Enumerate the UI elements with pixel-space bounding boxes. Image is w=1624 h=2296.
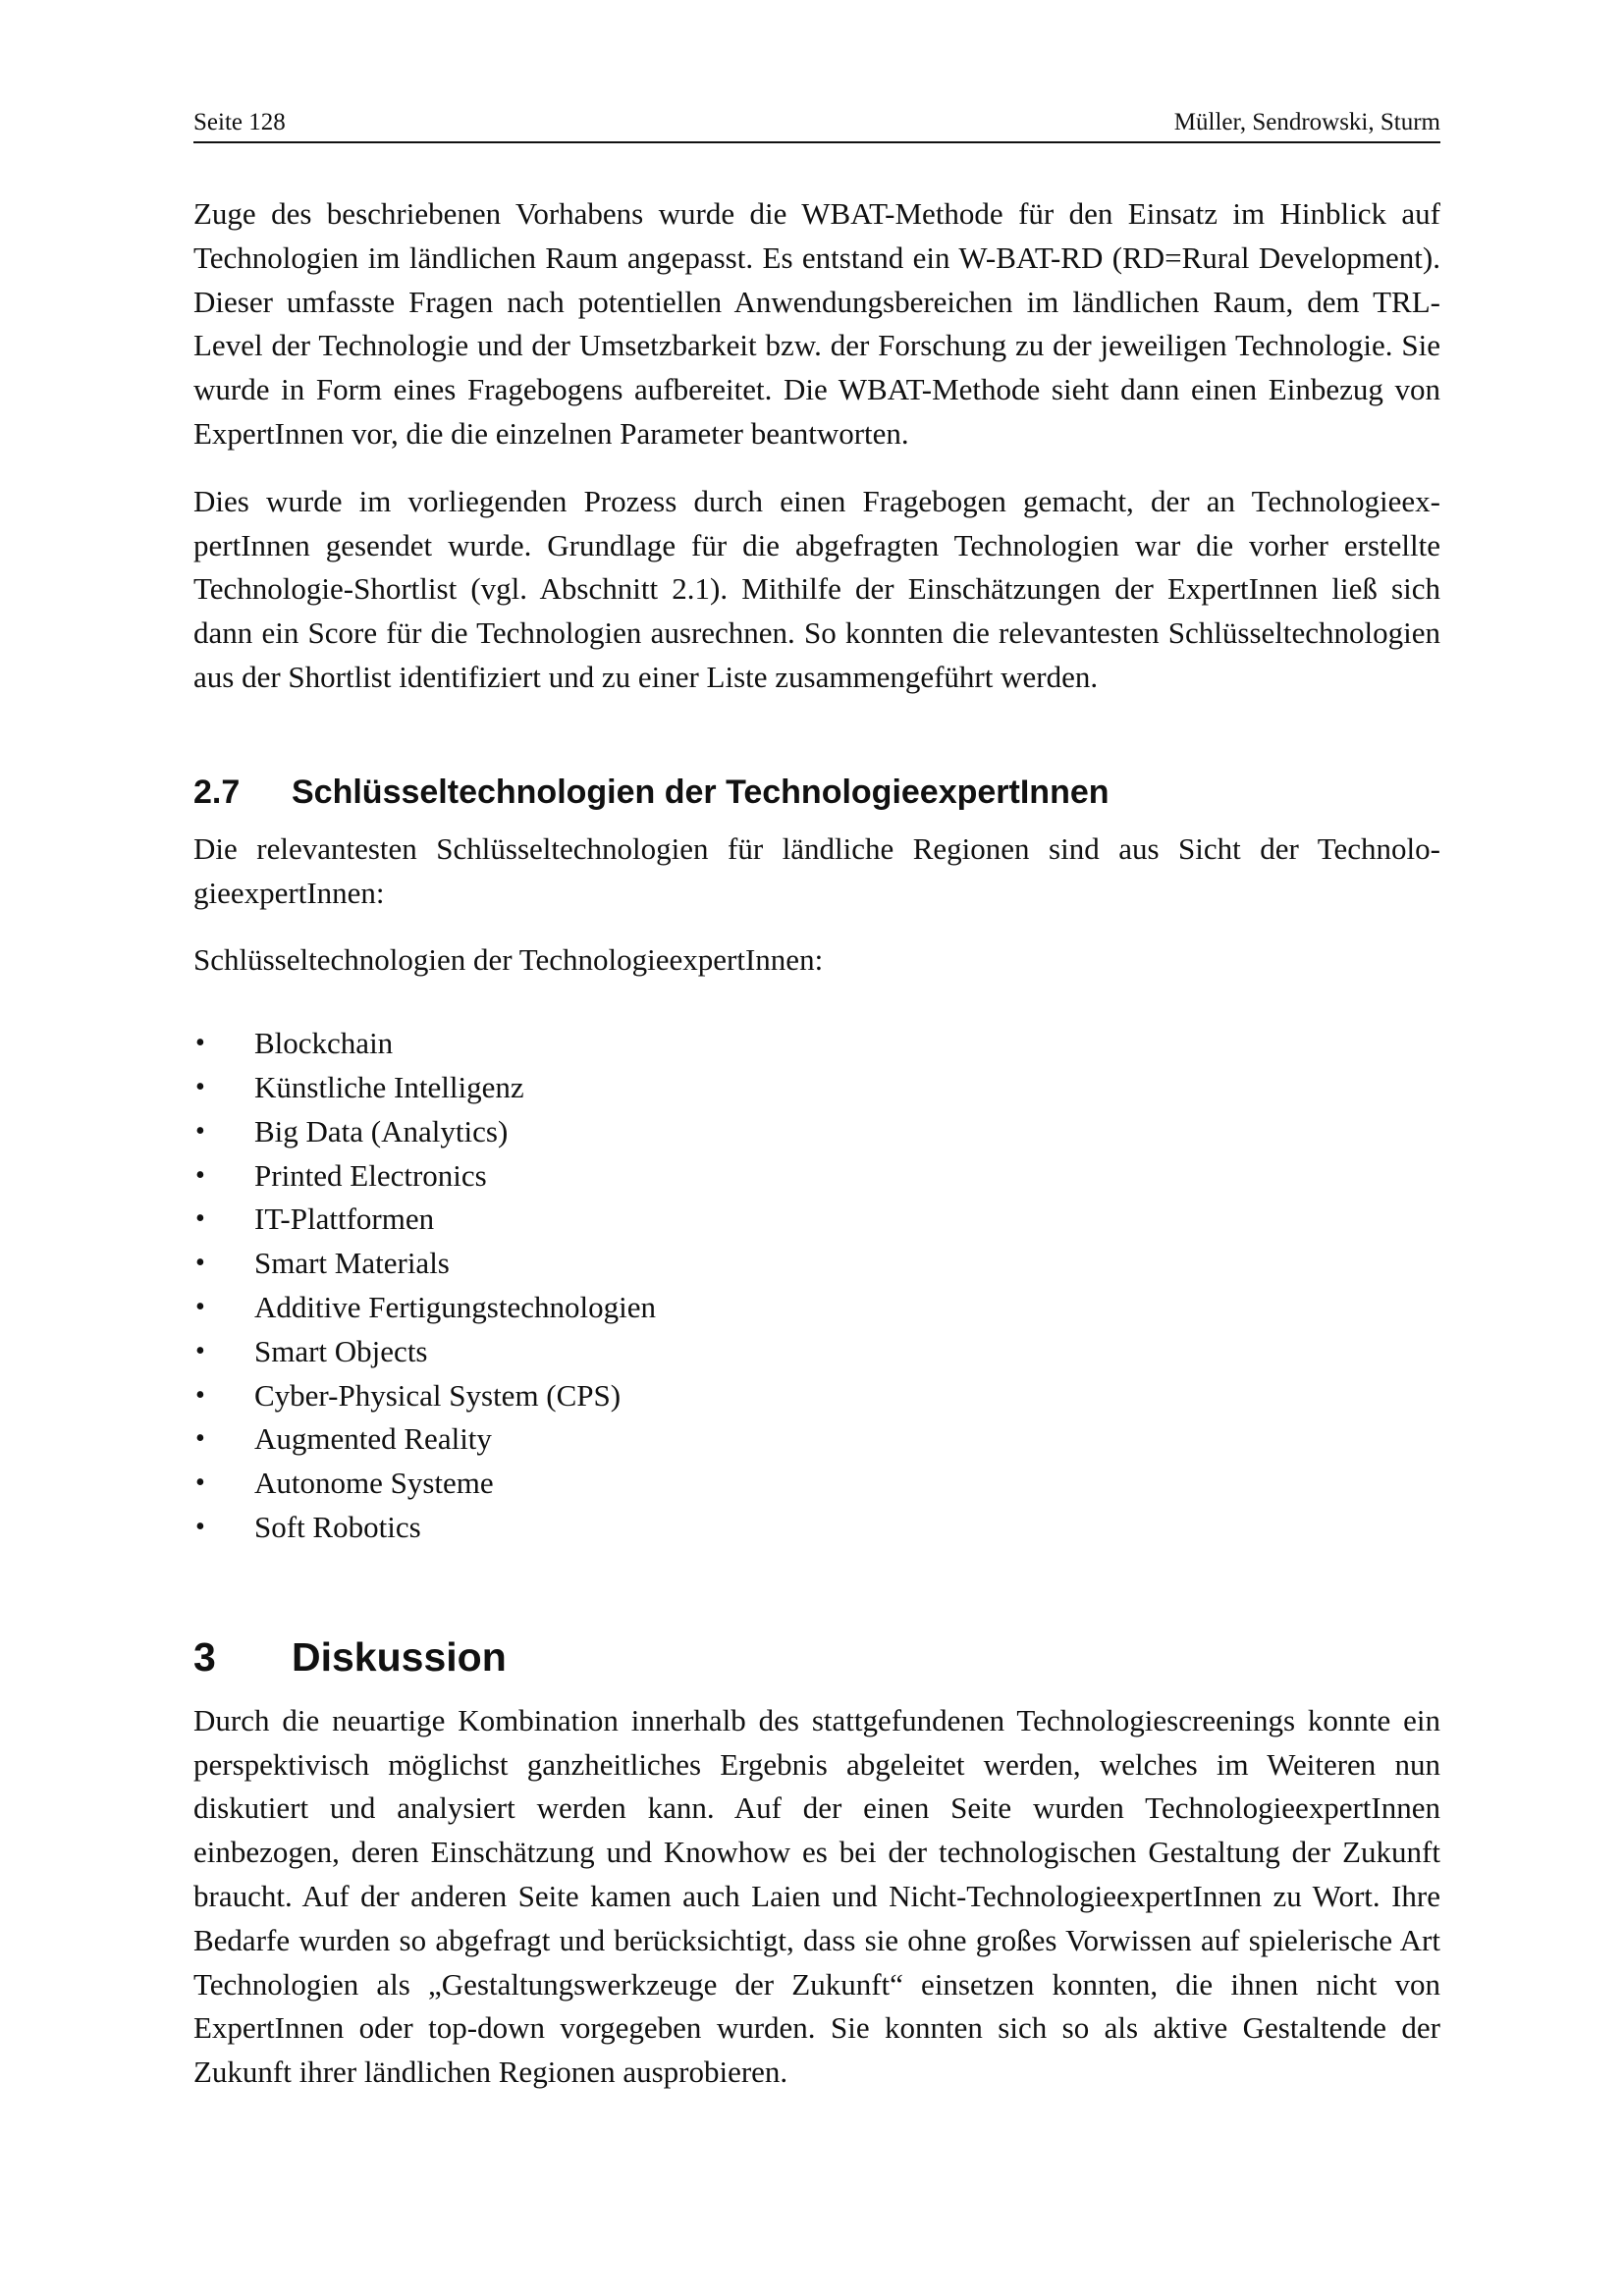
list-item: [193, 1286, 1440, 1330]
bullet-icon: •: [195, 1203, 205, 1235]
list-item: [193, 1110, 1440, 1154]
bullet-icon: •: [195, 1468, 205, 1499]
page-number: Seite 128: [193, 109, 286, 135]
key-technologies-list: [193, 1022, 1440, 1550]
list-item: [193, 1506, 1440, 1550]
list-caption: Schlüsseltechnologien der TechnologieexpertInnen:: [193, 942, 824, 978]
section-title: Schlüsseltechnologien der TechnologieexpertInnen: [292, 773, 1110, 811]
list-item-label: Blockchain: [254, 1026, 394, 1061]
list-item-label: Cyber-Physical System (CPS): [254, 1377, 622, 1413]
list-item: [193, 1242, 1440, 1286]
bullet-icon: •: [195, 1159, 205, 1191]
document-page: [193, 108, 1440, 2095]
bullet-icon: •: [195, 1028, 205, 1059]
list-item: [193, 1374, 1440, 1418]
list-item: [193, 1462, 1440, 1506]
list-item-label: Smart Materials: [254, 1246, 450, 1281]
list-item: [193, 1154, 1440, 1199]
list-item: [193, 1066, 1440, 1110]
list-item: [193, 1022, 1440, 1066]
list-item-label: Autonome Systeme: [254, 1466, 494, 1501]
list-item-label: Augmented Reality: [254, 1421, 492, 1457]
bullet-icon: •: [195, 1071, 205, 1102]
list-item-label: Soft Robotics: [254, 1509, 421, 1544]
paragraph-wbat-method: Zuge des beschriebenen Vorhabens wurde die WBAT-Methode für den Einsatz im Hinblick auf Technologien im ländlichen Raum angepasst. Es entstand ein W-BAT-RD (RD=Rural Development). Dieser umfasste Fragen nach potentiellen Anwendungsbereichen im ländlichen Raum, dem TRL-Level der Technologie und der Umsetzbarkeit bzw. der Forschung zu der jeweiligen Technologie. Sie wurde in Form eines Fragebogens aufbereitet. Die WBAT-Methode sieht dann einen Einbezug von ExpertInnen vor, die die einzelnen Parameter beantworten.: [193, 196, 1440, 451]
section-number: 3: [193, 1633, 216, 1680]
list-item-label: Smart Objects: [254, 1333, 428, 1368]
section-intro: Die relevantesten Schlüsseltechnologien für ländliche Regionen sind aus Sicht der TechnologieexpertInnen:: [193, 830, 1440, 910]
list-item-label: Additive Fertigungstechnologien: [254, 1289, 656, 1324]
list-item-label: IT-Plattformen: [254, 1201, 435, 1237]
bullet-icon: •: [195, 1423, 205, 1455]
paragraph-discussion: Durch die neuartige Kombination innerhalb des stattgefundenen Technologiescreenings konnte ein perspektivisch möglichst ganzheitliches Ergebnis abgeleitet werden, welches im Weiteren nun diskutiert und analysiert werden kann. Auf der einen Seite wurden TechnologieexpertInnen einbezogen, deren Einschätzung und Knowhow es bei der technologischen Gestaltung der Zukunft braucht. Auf der anderen Seite kamen auch Laien und Nicht-TechnologieexpertInnen zu Wort. Ihre Bedarfe wurden so abgefragt und berücksichtigt, dass sie ohne großes Vorwissen auf spielerische Art Technologien als „Gestaltungswerkzeuge der Zukunft“ einsetzen konnten, die ihnen nicht von ExpertInnen oder top-down vorgegeben wurden. Sie konnten sich so als aktive Gestaltende der Zukunft ihrer ländlichen Regionen ausprobieren.: [193, 1702, 1440, 2090]
list-item: [193, 1330, 1440, 1374]
list-item: [193, 1198, 1440, 1242]
list-item-label: Künstliche Intelligenz: [254, 1069, 524, 1104]
list-item: [193, 1417, 1440, 1462]
list-item-label: Big Data (Analytics): [254, 1113, 509, 1148]
bullet-icon: •: [195, 1291, 205, 1322]
section-number: 2.7: [193, 773, 241, 811]
page-content: [193, 192, 1440, 2095]
section-heading-3: [193, 1632, 1440, 1682]
bullet-icon: •: [195, 1115, 205, 1147]
bullet-icon: •: [195, 1335, 205, 1366]
bullet-icon: •: [195, 1511, 205, 1542]
bullet-icon: •: [195, 1248, 205, 1279]
running-header: [193, 108, 1440, 143]
section-title: Diskussion: [292, 1633, 507, 1680]
authors: Müller, Sendrowski, Sturm: [1173, 109, 1440, 135]
paragraph-questionnaire: Dies wurde im vorliegenden Prozess durch einen Fragebogen gemacht, der an TechnologieexpertInnen gesendet wurde. Grundlage für die abgefragten Technologien war die vorher erstellte Technologie-Shortlist (vgl. Abschnitt 2.1). Mithilfe der Einschätzungen der ExpertInnen ließ sich dann ein Score für die Technologien ausrechnen. So konnten die relevantesten Schlüsseltechnologien aus der Shortlist identifiziert und zu einer Liste zusammengeführt werden.: [193, 483, 1440, 694]
bullet-icon: •: [195, 1379, 205, 1411]
list-item-label: Printed Electronics: [254, 1157, 487, 1193]
section-heading-2-7: [193, 771, 1440, 814]
